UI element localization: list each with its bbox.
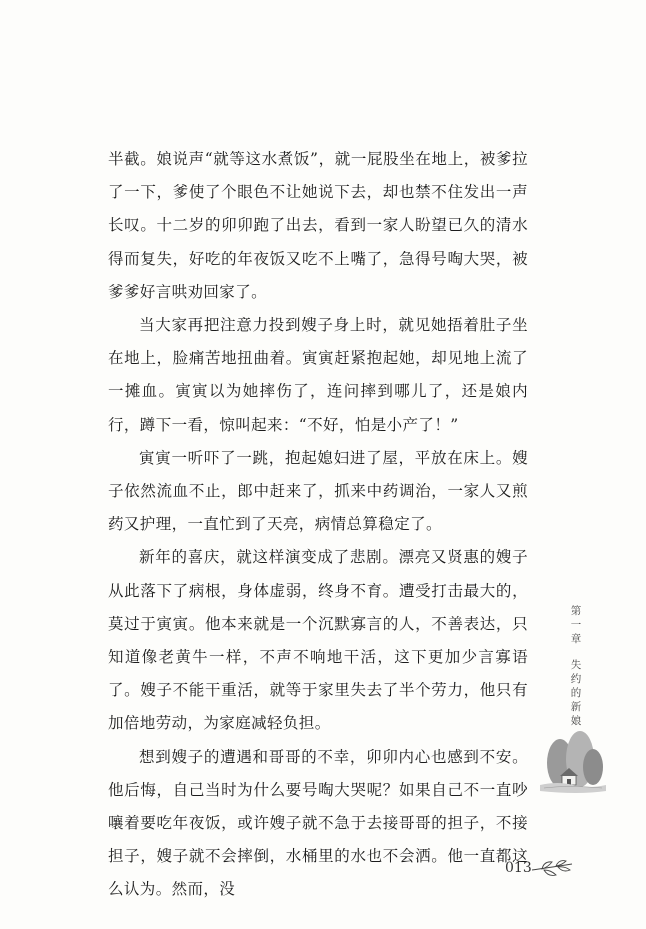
- chapter-title: [571, 658, 582, 728]
- chapter-side-tab: [561, 604, 591, 728]
- page-number: 013: [505, 860, 532, 876]
- paragraph-3: 寅寅一听吓了一跳，抱起媳妇进了屋，平放在床上。嫂子依然流血不止，郎中赶来了，抓来中药调治，一家人又煎药又护理，一直忙到了天亮，病情总算稳定了。: [108, 448, 528, 534]
- paragraph-4: 新年的喜庆，就这样演变成了悲剧。漂亮又贤惠的嫂子从此落下了病根，身体虚弱，终身不育。遭受打击最大的，莫过于寅寅。他本来就是一个沉默寡言的人，不善表达，只知道像老黄牛一样，不声不响地干活，这下更加少言寡语了。嫂子不能干重活，就等于家里失去了半个劳力，他只有加倍地劳动，为家庭减轻负担。: [108, 548, 528, 733]
- paragraph-2: 当大家再把注意力投到嫂子身上时，就见她捂着肚子坐在地上，脸痛苦地扭曲着。寅寅赶紧抱起她，却见地上流了一摊血。寅寅以为她摔伤了，连问摔到哪儿了，还是娘内行，蹲下一看，惊叫起来：“不好，怕是小产了！”: [108, 316, 528, 434]
- title-char: 约: [570, 673, 582, 685]
- title-char: 的: [570, 687, 582, 699]
- paragraph-1: 半截。娘说声“就等这水煮饭”，就一屁股坐在地上，被爹拉了一下，爹使了个眼色不让她说下去，却也禁不住发出一声长叹。十二岁的卯卯跑了出去，看到一家人盼望已久的清水得而复失，好吃的年夜饭又吃不上嘴了，急得号啕大哭，被爹爹好言哄劝回家了。: [108, 150, 528, 301]
- title-char: 新: [570, 701, 582, 713]
- body-text: [108, 143, 528, 907]
- leaf-sprig-icon: [530, 858, 574, 880]
- title-char: 娘: [570, 715, 582, 727]
- chapter-char: 第: [570, 605, 582, 617]
- tree-house-icon: [538, 725, 608, 797]
- chapter-char: 章: [570, 633, 582, 645]
- paragraph-5: 想到嫂子的遭遇和哥哥的不幸，卯卯内心也感到不安。他后悔，自己当时为什么要号啕大哭呢？如果自己不一直吵嚷着要吃年夜饭，或许嫂子就不急于去接哥哥的担子，不接担子，嫂子就不会摔倒，水桶里的水也不会洒。他一直都这么认为。然而，没: [108, 747, 528, 899]
- chapter-char: 一: [570, 619, 582, 631]
- chapter-label: [571, 604, 582, 646]
- title-char: 失: [570, 659, 582, 671]
